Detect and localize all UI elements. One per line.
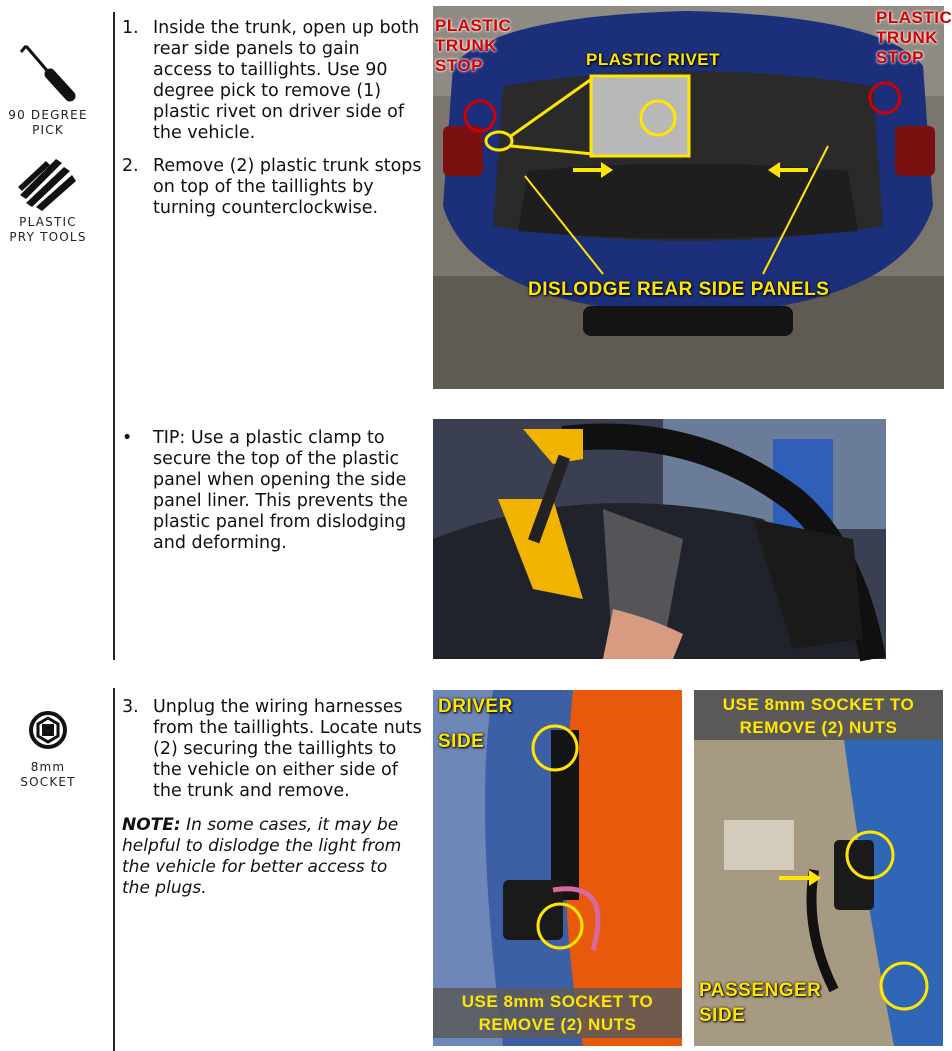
tip-block (122, 428, 422, 566)
step-2-text: Remove (2) plastic trunk stops on top of the taillights by turning counterclockwise. (153, 156, 422, 218)
tip-bullet: • (122, 428, 133, 448)
step-3 (122, 697, 422, 802)
label-dislodge-panels: DISLODGE REAR SIDE PANELS (528, 279, 830, 300)
pry-tools-icon (16, 155, 80, 211)
label-passenger: PASSENGER (699, 980, 822, 1001)
tool-plastic-pry-tools (8, 155, 88, 245)
label-driver-side: SIDE (438, 731, 485, 752)
step-1 (122, 18, 422, 144)
tip-text: TIP: Use a plastic clamp to secure the top of the plastic panel when opening the side panel liner. This prevents the plastic panel from dislodging and deforming. (153, 428, 408, 553)
step-3-block (122, 697, 422, 814)
note-label: NOTE: (122, 815, 181, 835)
step-2-number: 2. (122, 156, 139, 176)
note-text: In some cases, it may be helpful to dislodge the light from the vehicle for better access to the plugs. (122, 815, 402, 898)
driver-socket-banner: USE 8mm SOCKET TO REMOVE (2) NUTS (433, 988, 682, 1038)
step-2 (122, 156, 422, 219)
step-1-number: 1. (122, 18, 139, 38)
note-block (122, 815, 412, 899)
pry-tools-label: PLASTIC PRY TOOLS (9, 215, 87, 244)
step-3-text: Unplug the wiring harnesses from the taillights. Locate nuts (2) securing the taillights to the vehicle on either side of the trunk and remove. (153, 697, 422, 801)
label-plastic-rivet: PLASTIC RIVET (586, 50, 721, 69)
step-3-number: 3. (122, 697, 139, 717)
label-driver: DRIVER (438, 696, 513, 717)
photo-driver-side (433, 690, 682, 1046)
photo-plastic-clamp (433, 419, 886, 659)
label-trunk-stop-right: PLASTIC TRUNK STOP (876, 8, 952, 67)
socket-label: 8mm SOCKET (20, 760, 76, 789)
pick-tool-label: 90 DEGREE PICK (8, 108, 88, 137)
clamp-illustration (433, 419, 886, 659)
divider-section-3 (113, 688, 115, 1051)
socket-icon (28, 710, 68, 750)
tip-item (122, 428, 422, 554)
tool-90-degree-pick (8, 40, 88, 138)
photo-passenger-side (694, 690, 943, 1046)
pick-tool-icon (18, 40, 78, 102)
passenger-socket-banner: USE 8mm SOCKET TO REMOVE (2) NUTS (694, 690, 943, 740)
label-trunk-stop-left: PLASTIC TRUNK STOP (435, 16, 512, 75)
photo-open-trunk (433, 6, 952, 389)
tool-8mm-socket (8, 710, 88, 790)
steps-1-2 (122, 18, 422, 231)
label-passenger-side: SIDE (699, 1005, 746, 1026)
step-1-text: Inside the trunk, open up both rear side panels to gain access to taillights. Use 90 degree pick to remove (1) plastic rivet on driver side of the vehicle. (153, 18, 420, 143)
divider-section-1-2 (113, 12, 115, 660)
